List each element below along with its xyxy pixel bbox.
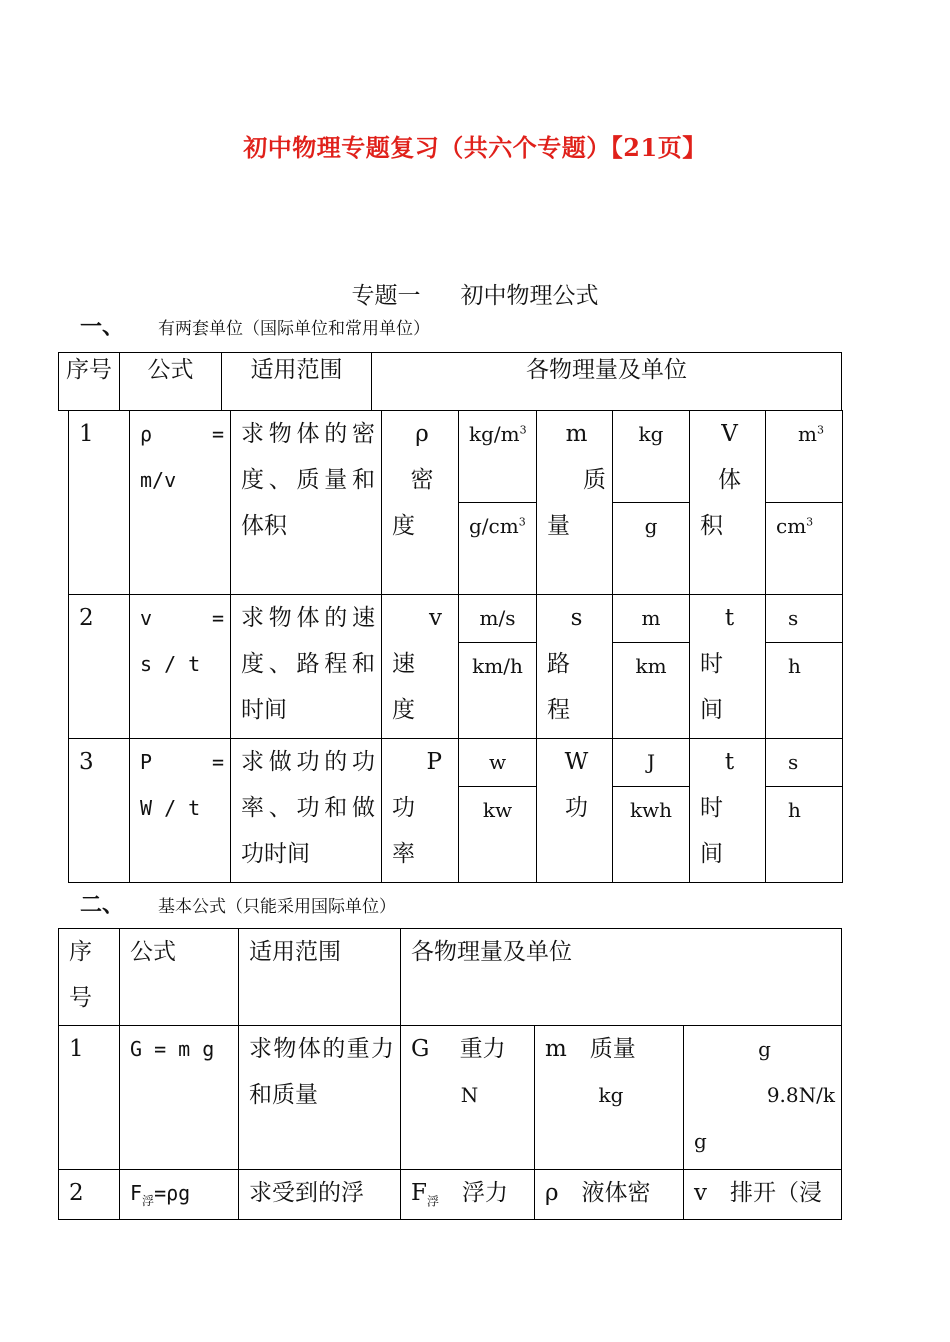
topic-label: 专题一 xyxy=(351,283,421,309)
unit-common: $cm^3$ xyxy=(766,503,843,595)
header-seq: 序号 xyxy=(59,353,120,411)
row-seq: 1 xyxy=(69,411,130,595)
header-seq: 序号 xyxy=(59,929,120,1026)
row-scope: 求物体的密度、质量和体积 xyxy=(231,411,382,595)
unit-common: kwh xyxy=(613,787,690,883)
quantity-1: $F_浮$ 浮力 xyxy=(401,1170,535,1220)
row-formula: $F_浮=\rho g$ xyxy=(120,1170,239,1220)
unit-si: s xyxy=(766,739,843,787)
row-seq: 2 xyxy=(69,595,130,739)
quantity-1: P 功 率 xyxy=(382,739,459,883)
quantity-3: g 9.8N/k g xyxy=(684,1026,842,1170)
unit-common: km xyxy=(613,643,690,739)
header-quantities: 各物理量及单位 xyxy=(401,929,842,1026)
section-heading-1 xyxy=(80,310,430,341)
section-heading-2 xyxy=(80,888,396,919)
unit-si: kg xyxy=(613,411,690,503)
quantity-2: s 路 程 xyxy=(537,595,613,739)
document-title: 初中物理专题复习（共六个专题）【21页】 xyxy=(243,133,707,162)
unit-si: $kg/m^3$ xyxy=(459,411,537,503)
topic-name: 初中物理公式 xyxy=(460,283,599,309)
quantity-1: ρ 密 度 xyxy=(382,411,459,595)
unit-si: s xyxy=(766,595,843,643)
quantity-1: G 重力 N xyxy=(401,1026,535,1170)
section-text: 有两套单位（国际单位和常用单位） xyxy=(158,319,430,339)
row-formula: v = s / t xyxy=(130,595,231,739)
topic-title xyxy=(0,277,950,310)
section-number: 一、 xyxy=(80,314,125,340)
quantity-1: v 速 度 xyxy=(382,595,459,739)
quantity-2: ρ 液体密 xyxy=(535,1170,684,1220)
table-row xyxy=(69,739,843,787)
quantity-3: V 体 积 xyxy=(690,411,766,595)
unit-common: $g/cm^3$ xyxy=(459,503,537,595)
unit-si: m/s xyxy=(459,595,537,643)
quantity-2: m 质 量 xyxy=(537,411,613,595)
quantity-2: m 质量 kg xyxy=(535,1026,684,1170)
header-quantities: 各物理量及单位 xyxy=(372,353,842,411)
section-number: 二、 xyxy=(80,892,125,918)
table-header-row xyxy=(59,929,842,1026)
table-row xyxy=(59,1170,842,1220)
table-unit-systems xyxy=(68,410,843,883)
quantity-3: v 排开（浸 xyxy=(684,1170,842,1220)
header-scope: 适用范围 xyxy=(239,929,401,1026)
table-row xyxy=(69,411,843,503)
quantity-2: W 功 xyxy=(537,739,613,883)
unit-si: m xyxy=(613,595,690,643)
table-unit-systems-header xyxy=(58,352,842,411)
unit-common: h xyxy=(766,787,843,883)
row-seq: 2 xyxy=(59,1170,120,1220)
unit-common: h xyxy=(766,643,843,739)
unit-si: $m^3$ xyxy=(766,411,843,503)
row-scope: 求受到的浮 xyxy=(239,1170,401,1220)
row-formula: G = m g xyxy=(120,1026,239,1170)
header-formula: 公式 xyxy=(120,929,239,1026)
table-basic-formulas xyxy=(58,928,842,1220)
section-text: 基本公式（只能采用国际单位） xyxy=(158,897,396,917)
table-row xyxy=(59,1026,842,1170)
header-formula: 公式 xyxy=(120,353,222,411)
row-scope: 求做功的功率、功和做功时间 xyxy=(231,739,382,883)
quantity-3: t 时 间 xyxy=(690,739,766,883)
row-seq: 3 xyxy=(69,739,130,883)
quantity-3: t 时 间 xyxy=(690,595,766,739)
table-row xyxy=(69,595,843,643)
table-header-row xyxy=(59,353,842,411)
row-formula: ρ = m/v xyxy=(130,411,231,595)
row-seq: 1 xyxy=(59,1026,120,1170)
unit-common: g xyxy=(613,503,690,595)
unit-si: w xyxy=(459,739,537,787)
unit-common: km/h xyxy=(459,643,537,739)
row-scope: 求物体的速度、路程和时间 xyxy=(231,595,382,739)
row-formula: P = W / t xyxy=(130,739,231,883)
unit-si: J xyxy=(613,739,690,787)
unit-common: kw xyxy=(459,787,537,883)
row-scope: 求物体的重力和质量 xyxy=(239,1026,401,1170)
header-scope: 适用范围 xyxy=(222,353,372,411)
